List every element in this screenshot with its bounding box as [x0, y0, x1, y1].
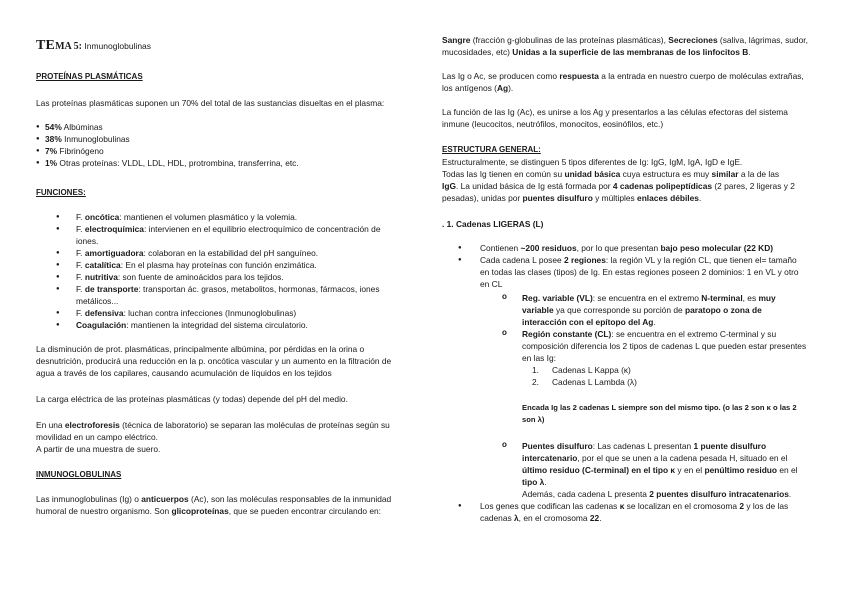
- list-item: ● F. oncótica: mantienen el volumen plasmático y la volemia.: [36, 211, 402, 223]
- list-item: 2. Cadenas L Lambda (λ): [532, 377, 637, 387]
- paragraph-respuesta: Las Ig o Ac, se producen como respuesta a la entrada en nuestro cuerpo de moléculas extrañas, los antígenos (Ag).: [442, 71, 804, 93]
- list-item: ● F. nutritiva: son fuente de aminoácidos para los tejidos.: [36, 271, 402, 283]
- ademas-note: Además, cada cadena L presenta 2 puentes disulfuro intracatenarios.: [522, 489, 792, 499]
- list-item: ● 38% Inmunoglobulinas: [36, 133, 402, 145]
- heading-inmunoglobulinas: INMUNOGLOBULINAS: [36, 470, 122, 479]
- list-item: ● Contienen ~200 residuos, por lo que presentan bajo peso molecular (22 KD): [442, 242, 808, 254]
- list-item: ● F. de transporte: transportan ác. grasos, metabolitos, hormonas, fármacos, iones metálicos...: [36, 283, 402, 307]
- list-item: ● 7% Fibrinógeno: [36, 145, 402, 157]
- puentes-list: [442, 440, 808, 488]
- list-item: ● Coagulación: mantienen la integridad del sistema circulatorio.: [36, 319, 402, 331]
- intro-paragraph: Las proteínas plasmáticas suponen un 70% del total de las sustancias disueltas en el plasma:: [36, 98, 385, 108]
- paragraph-sangre: Sangre (fracción g-globulinas de las proteínas plasmáticas), Secreciones (saliva, lágrimas, sudor, mucosidades, etc) Unidas a la superficie de las membranas de los linfocitos B.: [442, 35, 808, 57]
- paragraph-inmunoglobulinas: Las inmunoglobulinas (Ig) o anticuerpos (Ac), son las moléculas responsables de la inmunidad humoral de nuestro organismo. Son glicoproteínas, que se pueden encontrar circulando en:: [36, 494, 392, 516]
- heading-proteinas: PROTEÍNAS PLASMÁTICAS: [36, 72, 143, 81]
- tipos-list: [442, 364, 808, 388]
- title-text: Inmunoglobulinas: [82, 41, 152, 51]
- list-item: ● F. amortiguadora: colaboran en la estabilidad del pH sanguíneo.: [36, 247, 402, 259]
- title-caps: MA 5:: [55, 41, 83, 52]
- paragraph-disminucion: La disminución de prot. plasmáticas, principalmente albúmina, por pérdidas en la orina o desnutrición, producirá una reducción en la p. oncótica vascular y un aumento en la filtración de agua a través de los capilares, causando acumulación de líquidos en los tejidos: [36, 344, 392, 378]
- heading-estructura: ESTRUCTURA GENERAL:: [442, 145, 541, 154]
- heading-cadenas-ligeras: . 1. Cadenas LIGERAS (L): [442, 219, 544, 229]
- paragraph-estructura: Estructuralmente, se distinguen 5 tipos diferentes de Ig: IgG, IgM, IgA, IgD e IgE. Todas las Ig tienen en común su unidad básica cuya estructura es muy similar a la de las IgG. La unidad básica de Ig está formada por 4 cadenas polipeptídicas (2 pares, 2 ligeras y 2 pesadas), unidas por puentes disulfuro y múltiples enlaces débiles.: [442, 157, 795, 203]
- list-item: ● F. catalítica: En el plasma hay proteínas con función enzimática.: [36, 259, 402, 271]
- functions-list: [36, 211, 402, 331]
- list-item: o Reg. variable (VL): se encuentra en el extremo N-terminal, es muy variable ya que corresponde su porción de paratopo o zona de interacción con el epítopo del Ag.: [442, 292, 808, 328]
- heading-funciones: FUNCIONES:: [36, 188, 86, 197]
- list-item: ● F. electroquímica: intervienen en el equilibrio electroquímico de concentración de iones.: [36, 223, 402, 247]
- list-item: ● Cada cadena L posee 2 regiones: la región VL y la región CL, que tienen el= tamaño en todas las clases (tipos) de Ig. En estas regiones poseen 2 dominios: 1 en VL y otro en CL: [442, 254, 808, 290]
- list-item: ● F. defensiva: luchan contra infecciones (Inmunoglobulinas): [36, 307, 402, 319]
- paragraph-carga: La carga eléctrica de las proteínas plasmáticas (y todas) depende del pH del medio.: [36, 394, 348, 404]
- list-item: o Región constante (CL): se encuentra en el extremo C-terminal y su composición diferencia los 2 tipos de cadenas L que pueden estar presentes en las Ig:: [442, 328, 808, 364]
- right-column: [442, 34, 808, 524]
- cadenas-list: [442, 242, 808, 290]
- regiones-list: [442, 292, 808, 364]
- title-prefix: TE: [36, 38, 56, 53]
- document-title: [36, 40, 402, 53]
- list-item: ● 1% Otras proteínas: VLDL, LDL, HDL, protrombina, transferrina, etc.: [36, 157, 402, 169]
- list-item: ● Los genes que codifican las cadenas κ se localizan en el cromosoma 2 y los de las cadenas λ, en el cromosoma 22.: [442, 500, 808, 524]
- list-item: ● 54% Albúminas: [36, 121, 402, 133]
- left-column: [36, 34, 402, 517]
- cada-ig-note: Encada Ig las 2 cadenas L siempre son del mismo tipo. (o las 2 son κ o las 2 son λ): [522, 403, 797, 424]
- composition-list: [36, 121, 402, 169]
- list-item: 1. Cadenas L Kappa (κ): [532, 365, 631, 375]
- paragraph-electroforesis: En una electroforesis (técnica de laboratorio) se separan las moléculas de proteínas según su movilidad en un campo eléctrico. A partir de una muestra de suero.: [36, 420, 390, 454]
- paragraph-funcion: La función de las Ig (Ac), es unirse a los Ag y presentarlos a las células efectoras del sistema inmune (leucocitos, neutrófilos, monocitos, eosinófilos, etc.): [442, 107, 788, 129]
- list-item: o Puentes disulfuro: Las cadenas L presentan 1 puente disulfuro intercatenario, por el que se unen a la cadena pesada H, situado en el último residuo (C-terminal) en el tipo κ y en el penúltimo residuo en el tipo λ.: [442, 440, 808, 488]
- genes-list: [442, 500, 808, 524]
